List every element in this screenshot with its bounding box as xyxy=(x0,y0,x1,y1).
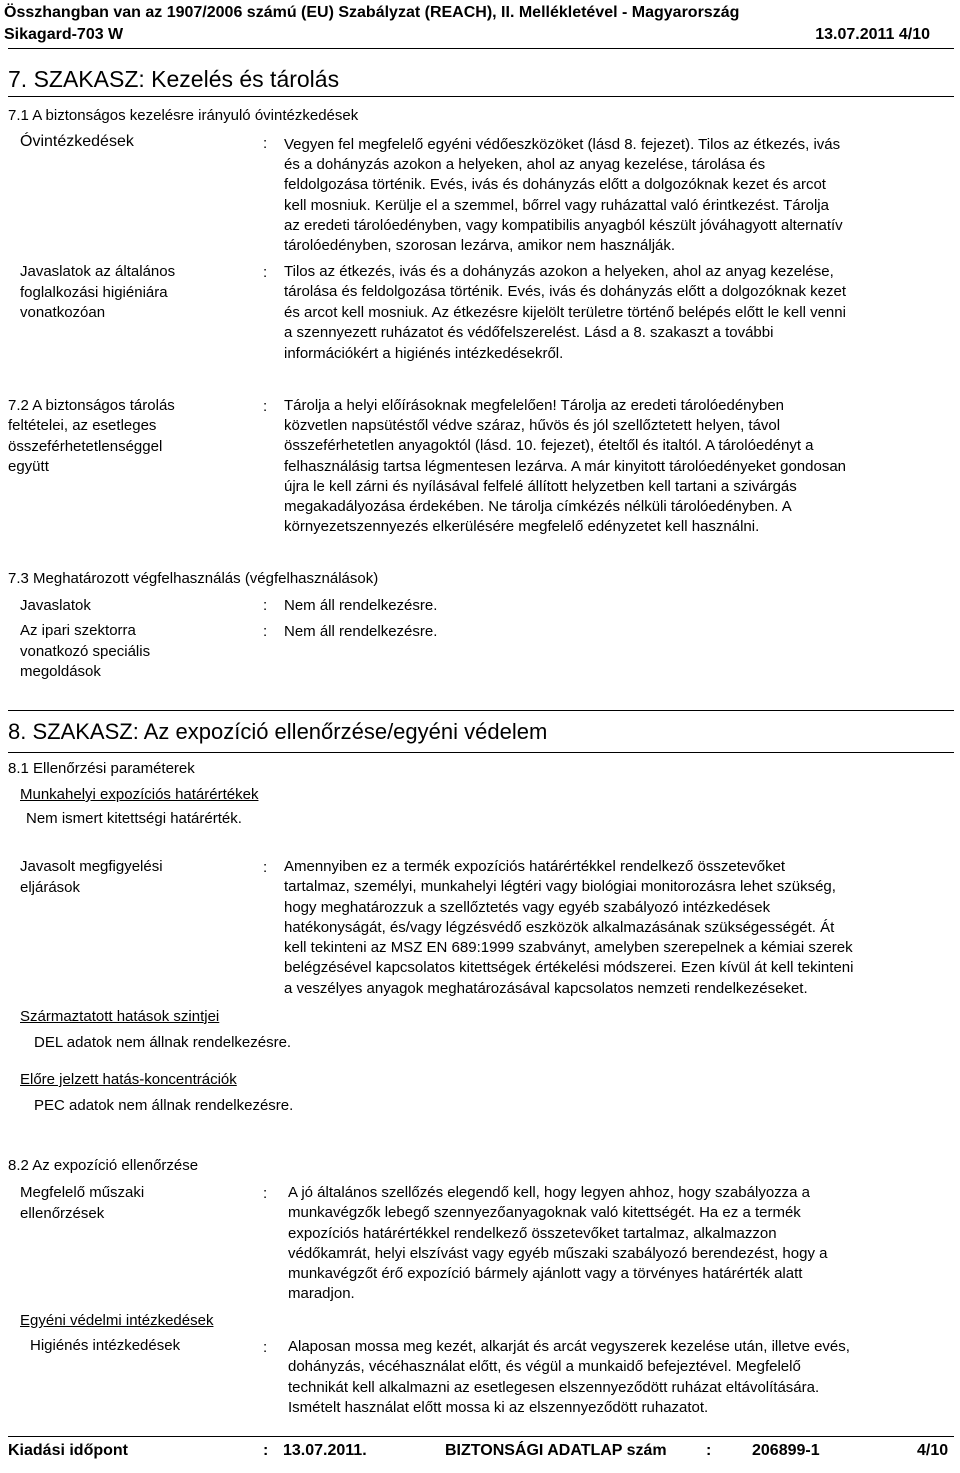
label-line: Megfelelő műszaki xyxy=(20,1184,145,1201)
text-line: környezetszennyezés elkerülésére megfelelő edényzetet kell használni. xyxy=(284,518,760,536)
engineering-label xyxy=(20,1183,260,1224)
section-7-1-title: 7.1 A biztonságos kezelésre irányuló óvintézkedések xyxy=(8,107,359,124)
footer-issue-label: Kiadási időpont xyxy=(8,1442,128,1459)
ppe-heading: Egyéni védelmi intézkedések xyxy=(20,1312,214,1329)
footer-divider xyxy=(8,1436,954,1437)
precautions-label: Óvintézkedések xyxy=(20,133,134,150)
colon: : xyxy=(263,264,268,281)
label-line: feltételei, az esetleges xyxy=(8,417,157,435)
industrial-value: Nem áll rendelkezésre. xyxy=(284,623,438,640)
label-line: vonatkozó speciális xyxy=(20,642,151,660)
text-line: tárolóedényben, szorosan lezárva, amikor nem használják. xyxy=(284,237,676,255)
text-line: Amennyiben ez a termék expozíciós határértékkel rendelkező összetevőket xyxy=(284,858,786,875)
section-7-3-title: 7.3 Meghatározott végfelhasználás (végfelhasználások) xyxy=(8,570,379,587)
hygiene-label xyxy=(20,262,260,324)
label-line: összeférhetetlenséggel xyxy=(8,437,163,455)
label-line: ellenőrzések xyxy=(20,1204,105,1222)
hygiene-measures-label: Higiénés intézkedések xyxy=(30,1337,181,1354)
text-line: tárolása és feldolgozása történik. Evés, ivás és dohányzás előtt a dolgozóknak kezet xyxy=(284,283,846,301)
text-line: feldolgozása történik. Evés, ivás és dohányzás előtt a dolgozóknak kezet és arcot xyxy=(284,176,826,194)
footer-sds-number: 206899-1 xyxy=(752,1442,820,1459)
text-line: közvetlen napsütéstől védve száraz, hűvös és jól szellőztetett helyen, távol xyxy=(284,417,781,435)
hygiene-measures-text xyxy=(288,1337,948,1418)
header-date-page: 13.07.2011 4/10 xyxy=(815,26,930,43)
recommendations-label: Javaslatok xyxy=(20,597,91,614)
text-line: az eredeti tárolóedényben, vagy kompatibilis anyagból készült jóváhagyott alternatív xyxy=(284,216,843,234)
footer-sds-label: BIZTONSÁGI ADATLAP szám xyxy=(445,1442,667,1459)
text-line: kell mosniuk. Kerülje el a szemmel, bőrrel vagy ruházattal való érintkezést. Tárolja xyxy=(284,196,829,214)
label-line: eljárások xyxy=(20,878,81,896)
label-line: megoldások xyxy=(20,663,101,680)
del-heading: Származtatott hatások szintjei xyxy=(20,1008,220,1025)
text-line: expozíciós határértékkel rendelkező összetevőket tartalmaz, alkalmazzon xyxy=(288,1224,777,1242)
monitoring-text xyxy=(284,857,954,999)
footer-issue-date: 13.07.2011. xyxy=(283,1442,367,1459)
label-line: vonatkozóan xyxy=(20,304,106,321)
colon: : xyxy=(263,859,268,876)
pec-heading: Előre jelzett hatás-koncentrációk xyxy=(20,1071,237,1088)
product-name: Sikagard-703 W xyxy=(4,26,124,43)
text-line: megakadályozása érdekében. Ne tárolja címkézés nélküli tárolóedényben. A xyxy=(284,498,792,516)
footer-page: 4/10 xyxy=(917,1442,949,1459)
colon: : xyxy=(263,597,268,614)
oel-text: Nem ismert kitettségi határérték. xyxy=(26,810,242,827)
precautions-text xyxy=(284,135,954,256)
text-line: belégzésével kapcsolatos kitettségek értékelési módszerei. Ezen kívül át kell tekinteni xyxy=(284,959,854,977)
text-line: dohányzás, vécéhasználat előtt, és végül a munkaidő befejeztével. Megfelelő xyxy=(288,1358,801,1376)
section-7-2-label xyxy=(8,396,258,478)
text-line: a szennyezett ruházatot és védőfelszerelést. Lásd a 8. szakaszt a további xyxy=(284,324,774,342)
text-line: és arcot kell mosniuk. Az étkezésre kijelölt területre történő belépés előtt le kell venni xyxy=(284,303,846,321)
header-divider xyxy=(8,48,954,49)
colon: : xyxy=(706,1442,712,1459)
text-line: újra le kell zárni és nyílásával felfelé állított helyzetben kell tartani a szivárgás xyxy=(284,477,797,495)
text-line: Vegyen fel megfelelő egyéni védőeszközöket (lásd 8. fejezet). Tilos az étkezés, ivás xyxy=(284,136,841,153)
text-line: felhasználásig tartsa légmentesen lezárva. A már kinyitott tárolóedényeket gondosan xyxy=(284,457,847,475)
colon: : xyxy=(263,1185,268,1202)
colon: : xyxy=(263,1339,268,1356)
engineering-text xyxy=(288,1183,948,1305)
colon: : xyxy=(263,398,268,415)
recommendations-value: Nem áll rendelkezésre. xyxy=(284,597,438,614)
text-line: maradjon. xyxy=(288,1285,355,1303)
text-line: tartalmaz, személyi, munkahelyi légtéri vagy biológiai monitorozásra lehet szükség, xyxy=(284,878,836,896)
section-7-divider xyxy=(8,96,954,97)
text-line: és a dohányzás azokon a helyeken, ahol az anyag kezelése, tárolása és xyxy=(284,156,766,174)
section-8-1-title: 8.1 Ellenőrzési paraméterek xyxy=(8,760,195,777)
colon: : xyxy=(263,135,268,152)
section-8-divider xyxy=(8,752,954,753)
label-line: együtt xyxy=(8,458,49,476)
text-line: védőkamrát, helyi elszívást vagy egyéb műszaki szabályozó berendezést, hogy a xyxy=(288,1244,828,1262)
section-7-2-text xyxy=(284,396,954,537)
text-line: összeférhetetlen anyagoktól (lásd. 10. fejezet), ételtől és italtól. A tárolóedényt a xyxy=(284,437,814,455)
hygiene-text xyxy=(284,262,954,364)
label-line: Javaslatok az általános xyxy=(20,263,176,280)
colon: : xyxy=(263,1442,269,1459)
text-line: Tilos az étkezés, ivás és a dohányzás azokon a helyeken, ahol az anyag kezelése, xyxy=(284,263,834,280)
text-line: Tárolja a helyi előírásoknak megfelelően! Tárolja az eredeti tárolóedényben xyxy=(284,397,785,414)
text-line: hatékonyságát, és/vagy légzésvédő eszközök alkalmazásának szükségességét. Át xyxy=(284,918,835,936)
text-line: Ismételt használat előtt mossa ki az elszennyeződött ruhazatot. xyxy=(288,1398,709,1416)
section-8-title: 8. SZAKASZ: Az expozíció ellenőrzése/egyéni védelem xyxy=(8,719,548,744)
label-line: Javasolt megfigyelési xyxy=(20,858,163,875)
section-8-2-title: 8.2 Az expozíció ellenőrzése xyxy=(8,1157,199,1174)
text-line: kell tekinteni az MSZ EN 689:1999 szabványt, amelyben szerepelnek a kémiai szerek xyxy=(284,939,853,957)
text-line: A jó általános szellőzés elegendő kell, hogy legyen ahhoz, hogy szabályozza a xyxy=(288,1184,811,1201)
industrial-label xyxy=(20,621,260,683)
monitoring-label xyxy=(20,857,260,898)
text-line: információkért a higiénés intézkedésekről. xyxy=(284,344,564,362)
label-line: Az ipari szektorra xyxy=(20,622,136,639)
colon: : xyxy=(263,623,268,640)
section-8-top-divider xyxy=(8,710,954,711)
label-line: 7.2 A biztonságos tárolás xyxy=(8,397,175,414)
text-line: Alaposan mossa meg kezét, alkarját és arcát vegyszerek kezelése után, illetve evés, xyxy=(288,1338,850,1355)
oel-heading: Munkahelyi expozíciós határértékek xyxy=(20,786,259,803)
section-7-title: 7. SZAKASZ: Kezelés és tárolás xyxy=(8,66,340,92)
regulation-header: Összhangban van az 1907/2006 számú (EU) Szabályzat (REACH), II. Mellékletével - Magyarország xyxy=(4,4,740,21)
del-text: DEL adatok nem állnak rendelkezésre. xyxy=(34,1034,292,1051)
text-line: technikát kell alkalmazni az esetlegesen elszennyeződött ruházat eltávolítására. xyxy=(288,1378,820,1396)
text-line: a veszélyes anyagok meghatározásával kapcsolatos nemzeti rendelkezéseket. xyxy=(284,979,808,997)
pec-text: PEC adatok nem állnak rendelkezésre. xyxy=(34,1097,294,1114)
text-line: munkavégzők lebegő szennyezőanyagoknak való kitettségét. Ha ez a termék xyxy=(288,1204,801,1222)
text-line: hogy meghatározzuk a szellőztetés vagy egyéb szabályozó intézkedések xyxy=(284,898,771,916)
label-line: foglalkozási higiéniára xyxy=(20,283,168,301)
text-line: munkavégzőt érő expozíció bármely ajánlott vagy a törvényes határérték alatt xyxy=(288,1265,803,1283)
